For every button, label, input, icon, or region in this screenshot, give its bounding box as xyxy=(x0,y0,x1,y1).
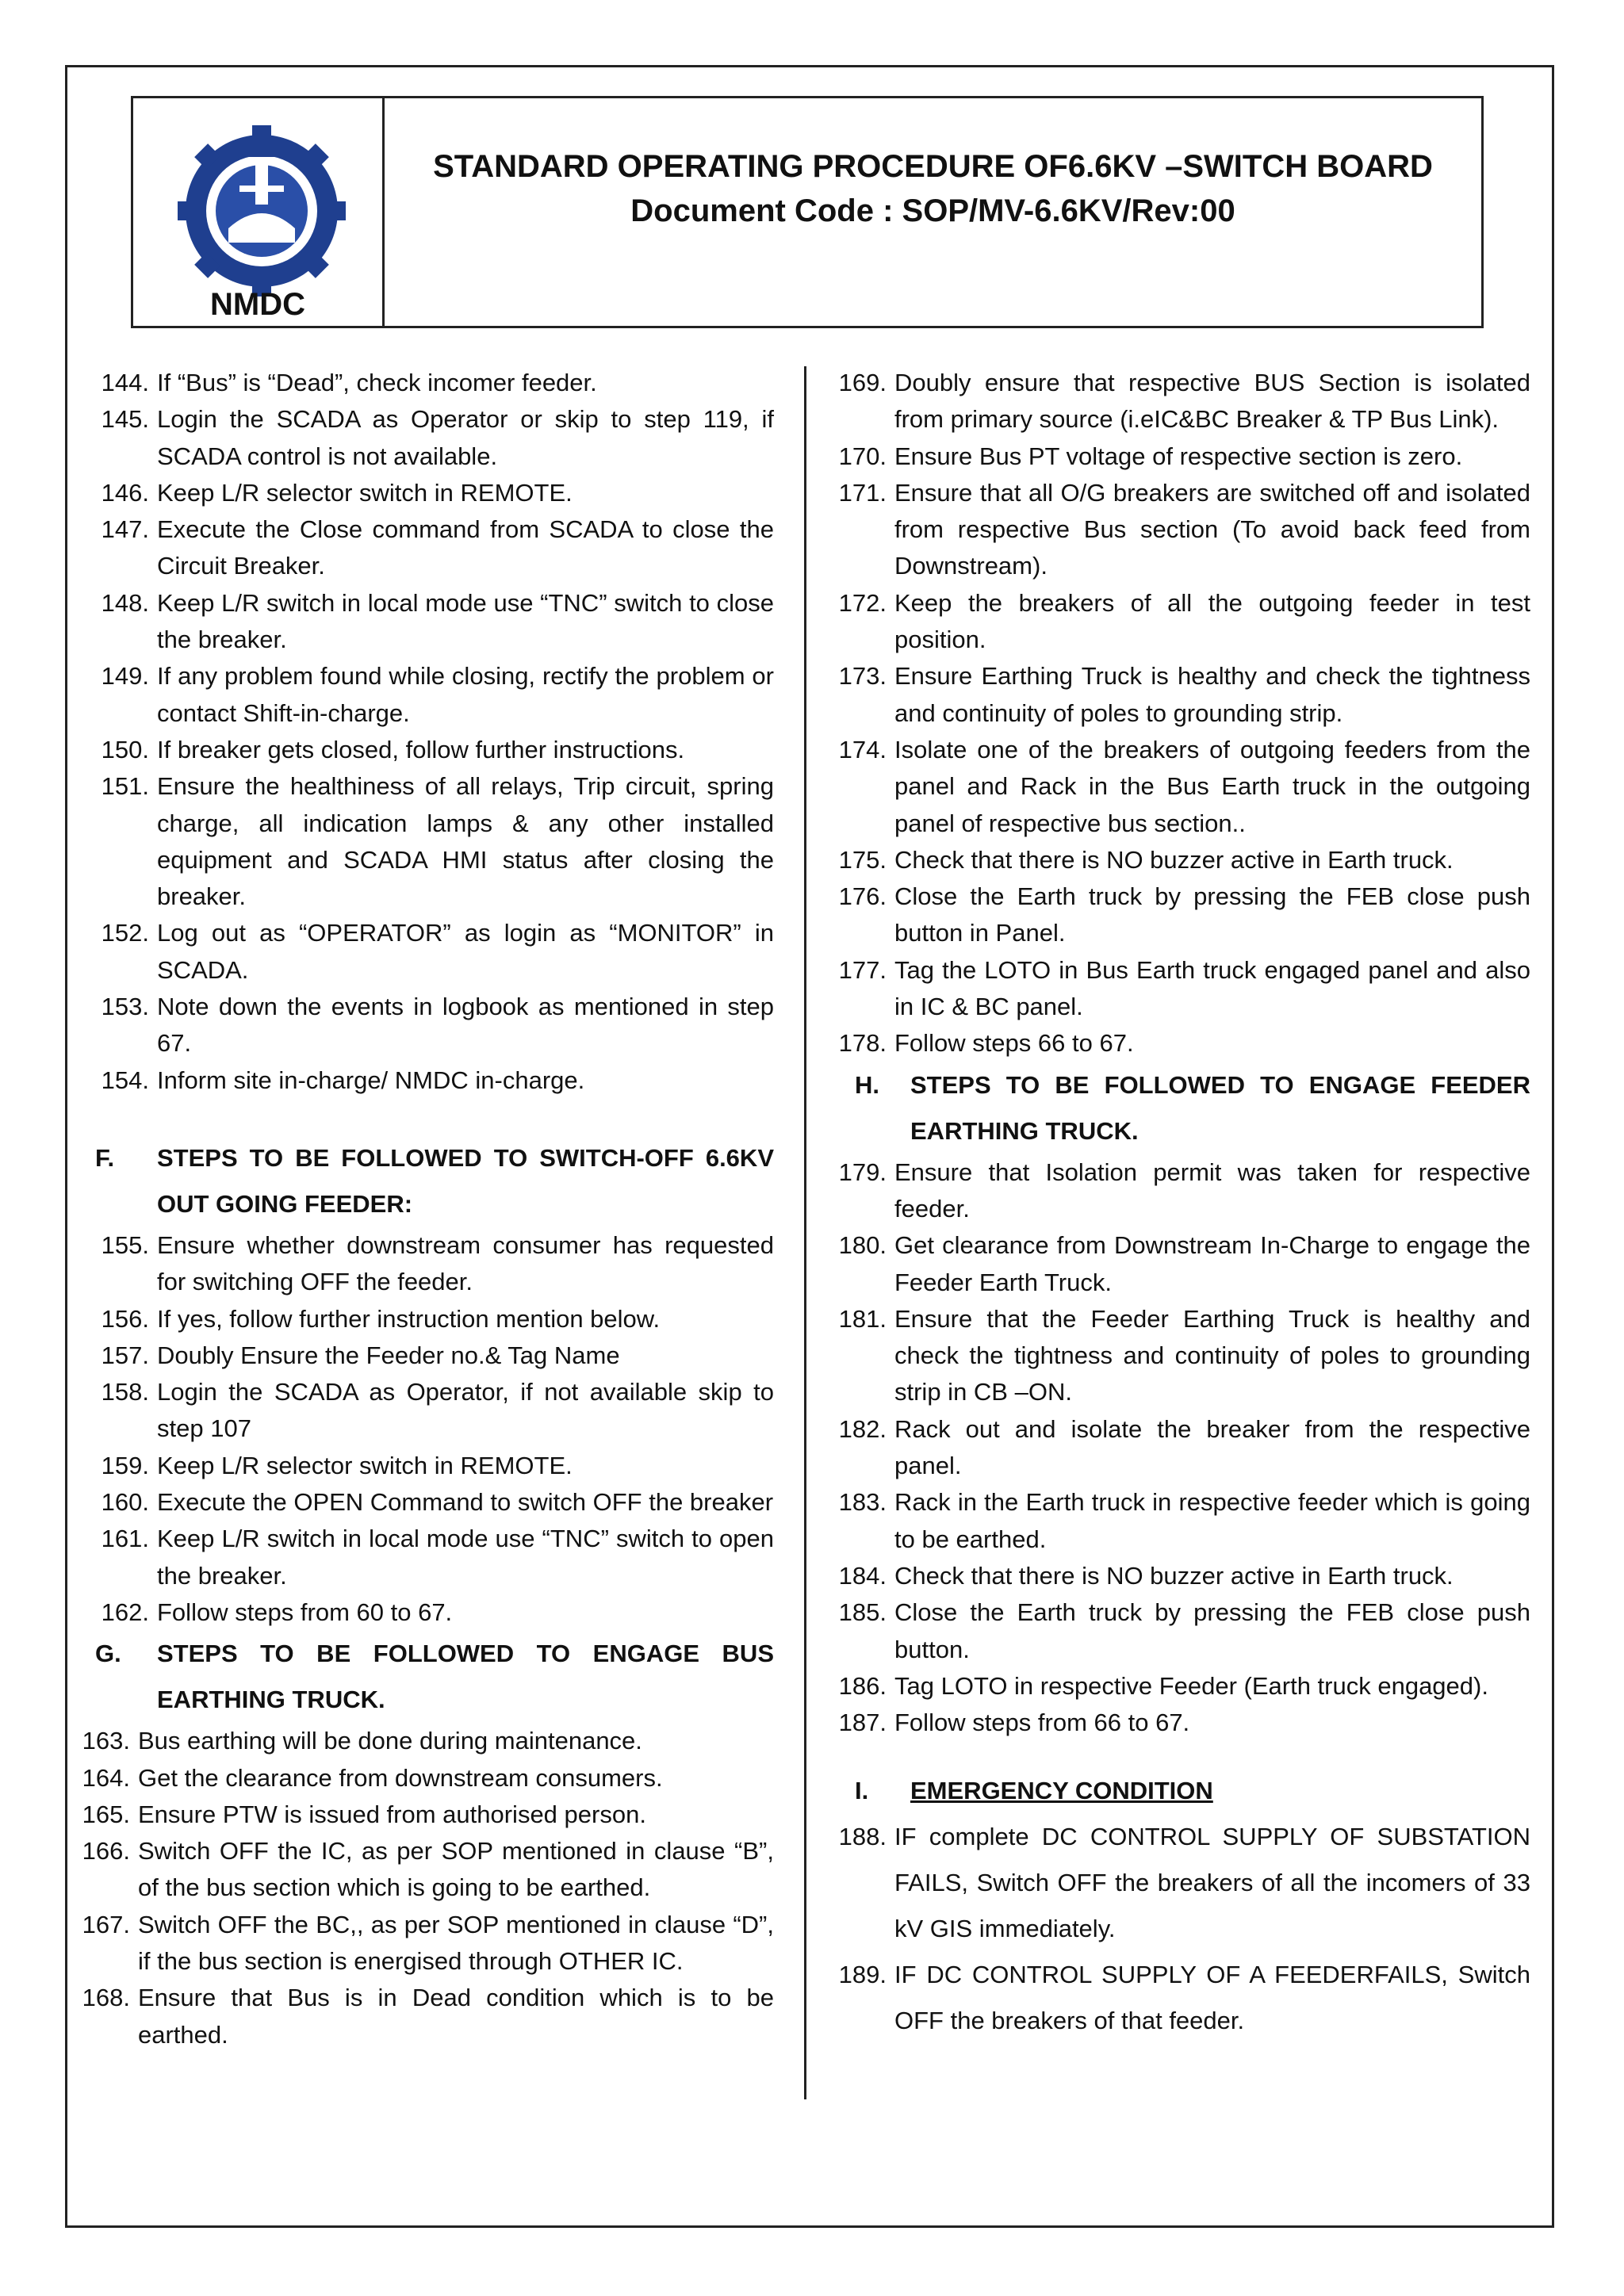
title-cell xyxy=(385,98,1481,326)
step-number: 159. xyxy=(101,1451,149,1479)
column-divider xyxy=(804,366,806,2099)
step-text: Bus earthing will be done during maintenance. xyxy=(138,1727,642,1755)
step-number: 166. xyxy=(82,1837,130,1866)
step-item xyxy=(833,1952,1530,2044)
section-f-heading xyxy=(76,1135,774,1227)
step-text: Close the Earth truck by pressing the FEB close push button. xyxy=(894,1598,1530,1663)
step-number: 181. xyxy=(838,1304,887,1333)
step-number: 170. xyxy=(838,442,887,470)
step-text: Keep L/R selector switch in REMOTE. xyxy=(157,1451,573,1479)
step-item xyxy=(76,1227,774,1301)
step-text: Follow steps 66 to 67. xyxy=(894,1029,1134,1058)
step-list-left-b xyxy=(76,1227,774,1631)
step-text: If any problem found while closing, rectify the problem or contact Shift-in-charge. xyxy=(157,662,774,727)
step-item xyxy=(76,989,774,1062)
step-text: Get the clearance from downstream consumers. xyxy=(138,1763,663,1792)
step-text: Keep L/R switch in local mode use “TNC” switch to open the breaker. xyxy=(157,1525,774,1590)
document-header xyxy=(131,96,1484,328)
step-number: 171. xyxy=(838,478,887,507)
step-text: Check that there is NO buzzer active in Earth truck. xyxy=(894,1561,1454,1590)
step-number: 151. xyxy=(101,772,149,801)
step-number: 153. xyxy=(101,993,149,1021)
step-item xyxy=(76,1907,774,1980)
step-item xyxy=(76,1374,774,1448)
step-number: 172. xyxy=(838,588,887,617)
step-item xyxy=(76,585,774,659)
step-item xyxy=(76,365,774,401)
step-item xyxy=(76,1833,774,1907)
logo-cell xyxy=(133,98,385,326)
step-text: Follow steps from 60 to 67. xyxy=(157,1598,453,1626)
step-item xyxy=(833,438,1530,475)
step-number: 188. xyxy=(838,1823,887,1851)
step-text: Ensure whether downstream consumer has requested for switching OFF the feeder. xyxy=(157,1230,774,1296)
step-text: Get clearance from Downstream In-Charge to engage the Feeder Earth Truck. xyxy=(894,1231,1530,1296)
section-h-heading xyxy=(833,1062,1530,1154)
step-number: 175. xyxy=(838,845,887,874)
step-text: Keep L/R switch in local mode use “TNC” switch to close the breaker. xyxy=(157,588,774,654)
step-list-right-c xyxy=(833,1814,1530,2044)
step-text: Note down the events in logbook as mentioned in step 67. xyxy=(157,993,774,1058)
step-item xyxy=(76,1521,774,1594)
step-text: Execute the Close command from SCADA to close the Circuit Breaker. xyxy=(157,515,774,580)
section-letter: F. xyxy=(95,1143,115,1172)
step-text: If yes, follow further instruction mention below. xyxy=(157,1304,661,1333)
org-name: NMDC xyxy=(210,287,305,322)
step-text: Ensure that Bus is in Dead condition which is to be earthed. xyxy=(138,1984,774,2049)
step-item xyxy=(833,952,1530,1026)
step-item xyxy=(833,1025,1530,1062)
step-number: 165. xyxy=(82,1800,130,1828)
step-number: 164. xyxy=(82,1763,130,1792)
step-number: 168. xyxy=(82,1984,130,2012)
step-item xyxy=(833,1301,1530,1411)
step-item xyxy=(76,1337,774,1374)
step-number: 156. xyxy=(101,1304,149,1333)
step-item xyxy=(76,1594,774,1631)
step-number: 147. xyxy=(101,515,149,544)
step-number: 152. xyxy=(101,919,149,947)
step-item xyxy=(833,1484,1530,1558)
step-number: 186. xyxy=(838,1671,887,1700)
step-number: 145. xyxy=(101,405,149,434)
step-text: Doubly Ensure the Feeder no.& Tag Name xyxy=(157,1341,620,1369)
step-number: 144. xyxy=(101,369,149,396)
step-number: 150. xyxy=(101,735,149,763)
step-number: 154. xyxy=(101,1066,149,1094)
step-number: 155. xyxy=(101,1230,149,1259)
step-item xyxy=(833,658,1530,732)
nmdc-logo-icon xyxy=(167,109,357,300)
step-number: 180. xyxy=(838,1231,887,1260)
step-item xyxy=(76,1797,774,1833)
step-text: Tag LOTO in respective Feeder (Earth truck engaged). xyxy=(894,1671,1488,1700)
step-text: Tag the LOTO in Bus Earth truck engaged panel and also in IC & BC panel. xyxy=(894,955,1530,1021)
step-item xyxy=(833,1594,1530,1668)
step-number: 157. xyxy=(101,1341,149,1369)
step-number: 149. xyxy=(101,662,149,691)
step-item xyxy=(76,915,774,989)
step-item xyxy=(833,365,1530,438)
step-number: 187. xyxy=(838,1709,887,1737)
step-item xyxy=(833,1411,1530,1485)
step-number: 148. xyxy=(101,588,149,617)
step-text: If breaker gets closed, follow further instructions. xyxy=(157,735,685,763)
left-column xyxy=(76,365,774,2053)
step-number: 176. xyxy=(838,882,887,911)
step-list-right-a xyxy=(833,365,1530,1062)
step-number: 160. xyxy=(101,1488,149,1517)
step-number: 179. xyxy=(838,1158,887,1186)
step-number: 167. xyxy=(82,1910,130,1938)
section-g-heading xyxy=(76,1631,774,1723)
step-item xyxy=(76,475,774,511)
step-number: 183. xyxy=(838,1488,887,1517)
step-text: Rack out and isolate the breaker from the respective panel. xyxy=(894,1414,1530,1480)
section-title: STEPS TO BE FOLLOWED TO ENGAGE BUS EARTHING TRUCK. xyxy=(157,1640,774,1714)
step-item xyxy=(76,1301,774,1337)
step-text: Switch OFF the IC, as per SOP mentioned in clause “B”, of the bus section which is going to be earthed. xyxy=(138,1837,774,1902)
step-item xyxy=(833,1154,1530,1228)
step-item xyxy=(833,1558,1530,1594)
step-number: 173. xyxy=(838,662,887,691)
step-item xyxy=(76,768,774,915)
step-item xyxy=(833,1814,1530,1952)
section-title: STEPS TO BE FOLLOWED TO ENGAGE FEEDER EARTHING TRUCK. xyxy=(910,1070,1530,1145)
step-text: Ensure Bus PT voltage of respective section is zero. xyxy=(894,442,1463,470)
step-text: Rack in the Earth truck in respective feeder which is going to be earthed. xyxy=(894,1488,1530,1553)
section-title: STEPS TO BE FOLLOWED TO SWITCH-OFF 6.6KV OUT GOING FEEDER: xyxy=(157,1143,774,1218)
step-item xyxy=(833,1705,1530,1741)
step-text: Close the Earth truck by pressing the FEB close push button in Panel. xyxy=(894,882,1530,947)
step-text: Login the SCADA as Operator, if not available skip to step 107 xyxy=(157,1378,774,1443)
section-letter: I. xyxy=(855,1777,869,1805)
step-number: 162. xyxy=(101,1598,149,1626)
step-number: 189. xyxy=(838,1961,887,1989)
step-item xyxy=(76,1484,774,1521)
step-text: Login the SCADA as Operator or skip to step 119, if SCADA control is not available. xyxy=(157,405,774,470)
section-letter: H. xyxy=(855,1070,879,1099)
step-number: 158. xyxy=(101,1378,149,1406)
step-text: Log out as “OPERATOR” as login as “MONITOR” in SCADA. xyxy=(157,919,774,984)
section-i-heading xyxy=(833,1768,1530,1814)
step-number: 174. xyxy=(838,735,887,763)
right-column xyxy=(833,365,1530,2044)
step-number: 182. xyxy=(838,1414,887,1443)
step-list-left-a xyxy=(76,365,774,1099)
step-number: 185. xyxy=(838,1598,887,1627)
step-item xyxy=(76,1760,774,1797)
step-text: Isolate one of the breakers of outgoing feeders from the panel and Rack in the Bus Earth truck in the outgoing panel of respective bus section.. xyxy=(894,735,1530,837)
step-text: Keep the breakers of all the outgoing feeder in test position. xyxy=(894,588,1530,654)
step-text: IF DC CONTROL SUPPLY OF A FEEDERFAILS, Switch OFF the breakers of that feeder. xyxy=(894,1961,1530,2035)
section-letter: G. xyxy=(95,1640,121,1668)
step-text: Follow steps from 66 to 67. xyxy=(894,1709,1190,1737)
step-item xyxy=(76,1980,774,2053)
step-item xyxy=(76,732,774,768)
step-number: 161. xyxy=(101,1525,149,1553)
step-text: If “Bus” is “Dead”, check incomer feeder. xyxy=(157,369,597,396)
step-text: Ensure Earthing Truck is healthy and check the tightness and continuity of poles to grounding strip. xyxy=(894,662,1530,727)
step-number: 146. xyxy=(101,478,149,507)
step-item xyxy=(833,732,1530,842)
step-number: 169. xyxy=(838,369,887,396)
step-item xyxy=(833,1668,1530,1705)
step-item xyxy=(833,1227,1530,1301)
step-item xyxy=(833,585,1530,659)
step-list-right-b xyxy=(833,1154,1530,1742)
step-item xyxy=(833,878,1530,952)
step-item xyxy=(833,842,1530,878)
step-item xyxy=(76,1062,774,1099)
step-text: Ensure the healthiness of all relays, Trip circuit, spring charge, all indication lamps & any other installed equipment and SCADA HMI status after closing the breaker. xyxy=(157,772,774,911)
step-item xyxy=(76,658,774,732)
step-number: 177. xyxy=(838,955,887,984)
step-text: Ensure that the Feeder Earthing Truck is healthy and check the tightness and continuity of poles to grounding strip in CB –ON. xyxy=(894,1304,1530,1406)
step-text: IF complete DC CONTROL SUPPLY OF SUBSTATION FAILS, Switch OFF the breakers of all the incomers of 33 kV GIS immediately. xyxy=(894,1823,1530,1943)
step-text: Keep L/R selector switch in REMOTE. xyxy=(157,478,573,507)
step-text: Check that there is NO buzzer active in Earth truck. xyxy=(894,845,1454,874)
document-code: Document Code : SOP/MV-6.6KV/Rev:00 xyxy=(630,193,1235,228)
step-item xyxy=(76,511,774,585)
step-text: Inform site in-charge/ NMDC in-charge. xyxy=(157,1066,585,1094)
step-list-left-c xyxy=(76,1723,774,2053)
step-text: Doubly ensure that respective BUS Section is isolated from primary source (i.eIC&BC Breaker & TP Bus Link). xyxy=(894,369,1530,434)
step-item xyxy=(76,1448,774,1484)
step-item xyxy=(833,475,1530,585)
step-item xyxy=(76,401,774,475)
step-text: Switch OFF the BC,, as per SOP mentioned in clause “D”, if the bus section is energised through OTHER IC. xyxy=(138,1910,774,1975)
step-number: 184. xyxy=(838,1561,887,1590)
step-text: Ensure PTW is issued from authorised person. xyxy=(138,1800,646,1828)
step-number: 178. xyxy=(838,1029,887,1058)
step-text: Ensure that Isolation permit was taken for respective feeder. xyxy=(894,1158,1530,1223)
step-item xyxy=(76,1723,774,1759)
section-title: EMERGENCY CONDITION xyxy=(910,1777,1213,1805)
document-title: STANDARD OPERATING PROCEDURE OF6.6KV –SWITCH BOARD xyxy=(433,149,1433,184)
step-text: Ensure that all O/G breakers are switched off and isolated from respective Bus section (To avoid back feed from Downstream). xyxy=(894,478,1530,580)
step-number: 163. xyxy=(82,1727,130,1755)
step-text: Execute the OPEN Command to switch OFF the breaker xyxy=(157,1488,774,1517)
